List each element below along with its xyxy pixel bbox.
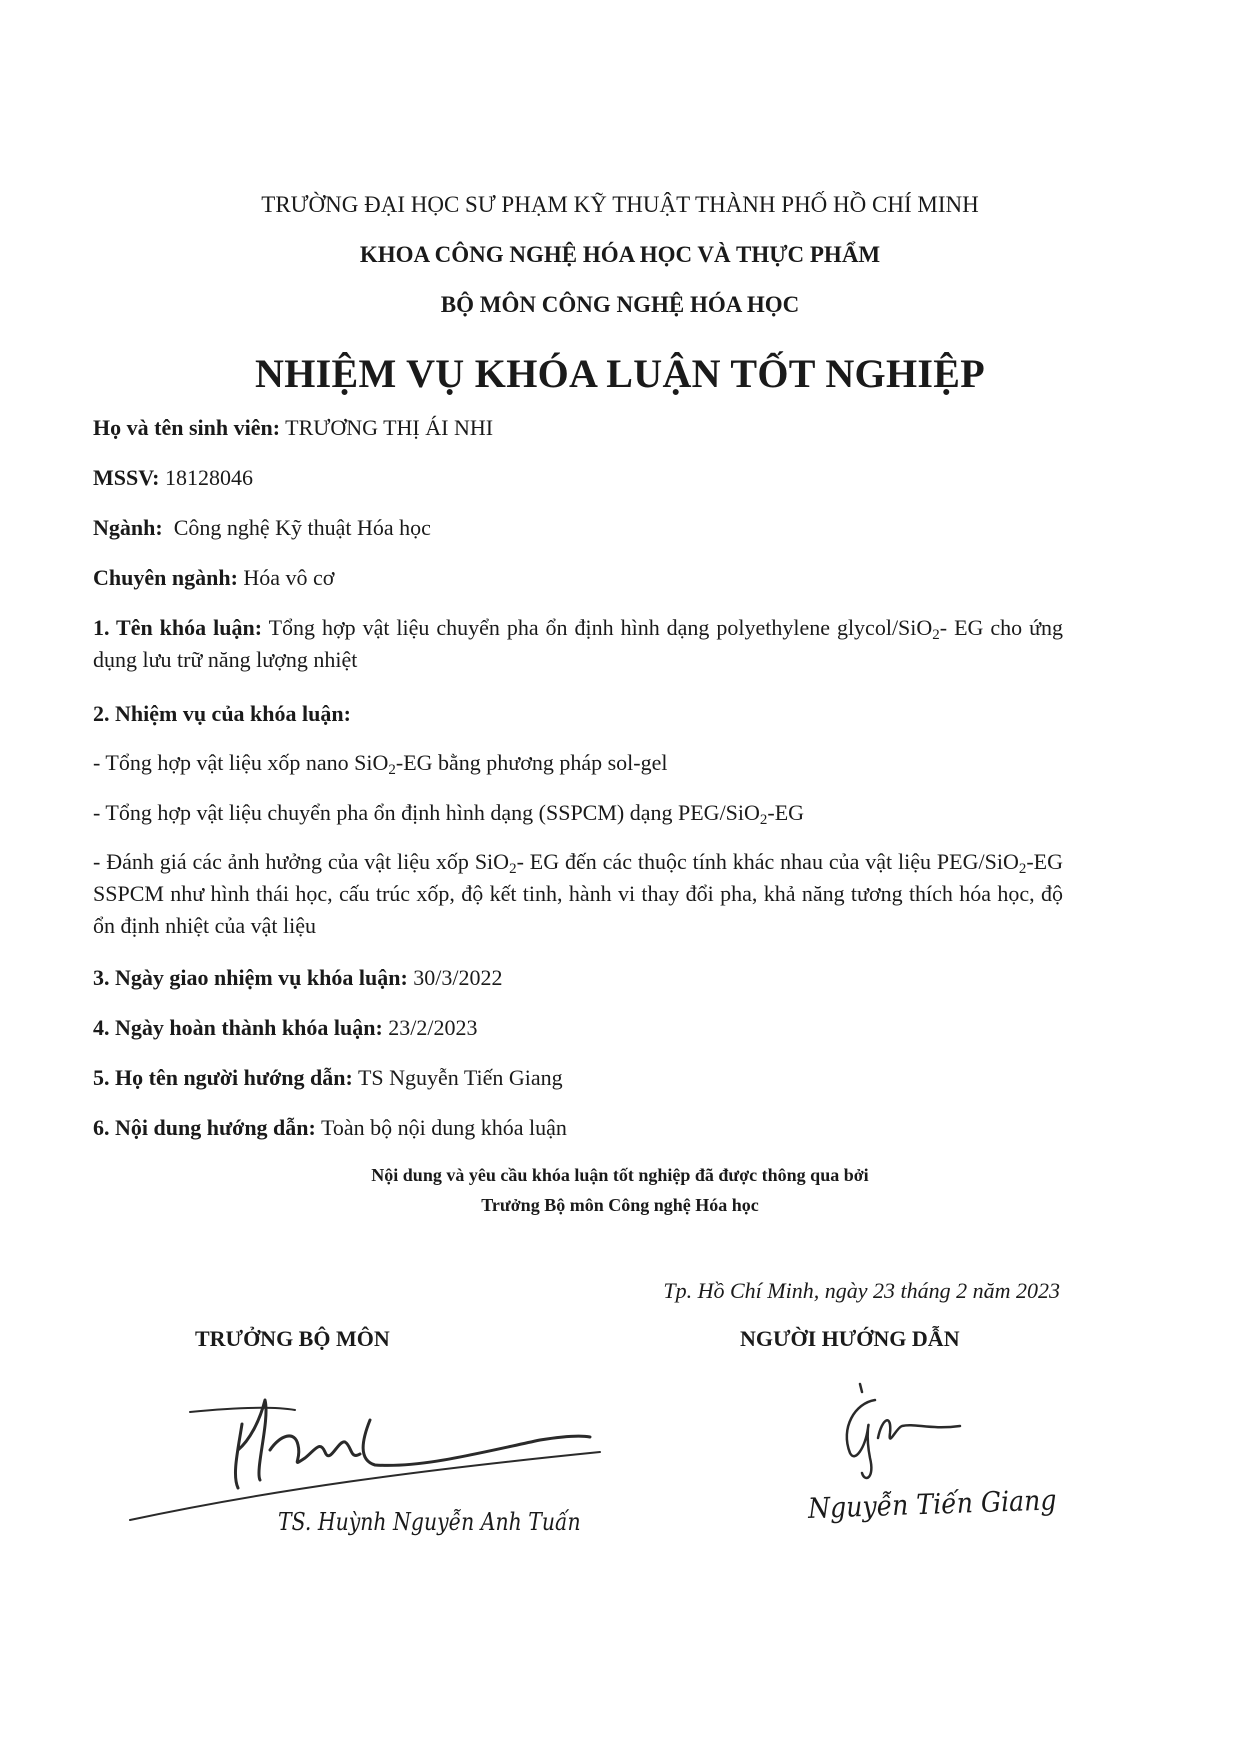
guidance-content-row [93, 1112, 1093, 1144]
university-name: TRƯỜNG ĐẠI HỌC SƯ PHẠM KỸ THUẬT THÀNH PHỐ HỒ CHÍ MINH [261, 192, 979, 217]
task-item-1 [93, 747, 1093, 779]
subscript-2: 2 [388, 762, 396, 778]
subscript-2: 2 [509, 861, 517, 877]
date-line: Tp. Hồ Chí Minh, ngày 23 tháng 2 năm 2023 [663, 1278, 1060, 1303]
task-item-2 [93, 797, 1093, 829]
completion-date-value: 23/2/2023 [388, 1015, 478, 1040]
supervisor-row [93, 1062, 1093, 1094]
task-3-text-a: - Đánh giá các ảnh hưởng của vật liệu xốp SiO [93, 849, 510, 874]
task-3-text-b: - EG đến các thuộc tính khác nhau của vật liệu PEG/SiO [516, 849, 1019, 874]
tasks-label: 2. Nhiệm vụ của khóa luận: [93, 701, 351, 726]
task-item-3 [93, 846, 1063, 942]
task-1-text-a: - Tổng hợp vật liệu xốp nano SiO [93, 750, 389, 775]
supervisor-value: TS Nguyễn Tiến Giang [357, 1065, 563, 1090]
major-row [93, 512, 1093, 544]
approval-line-1: Nội dung và yêu cầu khóa luận tốt nghiệp đã được thông qua bởi [371, 1165, 869, 1185]
student-id-label: MSSV: [93, 465, 160, 490]
supervisor-label: 5. Họ tên người hướng dẫn: [93, 1065, 353, 1090]
student-id-row [93, 462, 1093, 494]
subscript-2: 2 [1018, 861, 1027, 877]
specialization-label: Chuyên ngành: [93, 565, 238, 590]
student-name-label: Họ và tên sinh viên: [93, 415, 281, 440]
right-signer-name: Nguyễn Tiến Giang [807, 1483, 1058, 1525]
thesis-title-text-a: Tổng hợp vật liệu chuyển pha ổn định hình dạng polyethylene glycol/SiO [268, 615, 933, 640]
department-name: BỘ MÔN CÔNG NGHỆ HÓA HỌC [440, 292, 800, 317]
thesis-title-label: 1. Tên khóa luận: [93, 615, 263, 640]
assign-date-value: 30/3/2022 [413, 965, 503, 990]
tasks-heading [93, 698, 1093, 730]
faculty-name: KHOA CÔNG NGHỆ HÓA HỌC VÀ THỰC PHẨM [359, 242, 881, 267]
major-label: Ngành: [93, 515, 163, 540]
left-signer-role: TRƯỞNG BỘ MÔN [195, 1326, 390, 1351]
specialization-row [93, 562, 1093, 594]
subscript-2: 2 [759, 812, 768, 828]
assign-date-label: 3. Ngày giao nhiệm vụ khóa luận: [93, 965, 408, 990]
guidance-content-label: 6. Nội dung hướng dẫn: [93, 1115, 316, 1140]
student-id-value: 18128046 [164, 465, 253, 490]
major-value: Công nghệ Kỹ thuật Hóa học [173, 515, 431, 540]
specialization-value: Hóa vô cơ [243, 565, 335, 590]
completion-date-row [93, 1012, 1093, 1044]
task-1-text-b: -EG bằng phương pháp sol-gel [395, 750, 668, 775]
task-2-text-a: - Tổng hợp vật liệu chuyển pha ổn định hình dạng (SSPCM) dạng PEG/SiO [93, 800, 760, 825]
guidance-content-value: Toàn bộ nội dung khóa luận [320, 1115, 567, 1140]
task-2-text-b: -EG [767, 800, 805, 825]
task-3-text-c: -EG SSPCM như hình thái học, cấu trúc xốp, độ kết tinh, hành vi thay đổi pha, khả năng tương thích hóa học, độ ổn định nhiệt của vật liệu [93, 849, 1063, 938]
left-signer-name: TS. Huỳnh Nguyễn Anh Tuấn [278, 1508, 581, 1536]
thesis-title-row [93, 612, 1063, 676]
student-name-row [93, 412, 1093, 444]
thesis-title-text-b: - EG cho ứng dụng lưu trữ năng lượng nhiệt [93, 615, 1064, 672]
student-name-value: TRƯƠNG THỊ ÁI NHI [285, 415, 494, 440]
right-signature-image [820, 1378, 1020, 1488]
assign-date-row [93, 962, 1093, 994]
right-signer-role: NGƯỜI HƯỚNG DẪN [740, 1326, 960, 1351]
subscript-2: 2 [932, 627, 940, 643]
completion-date-label: 4. Ngày hoàn thành khóa luận: [93, 1015, 383, 1040]
approval-line-2: Trưởng Bộ môn Công nghệ Hóa học [481, 1195, 759, 1215]
document-title: NHIỆM VỤ KHÓA LUẬN TỐT NGHIỆP [255, 351, 985, 396]
